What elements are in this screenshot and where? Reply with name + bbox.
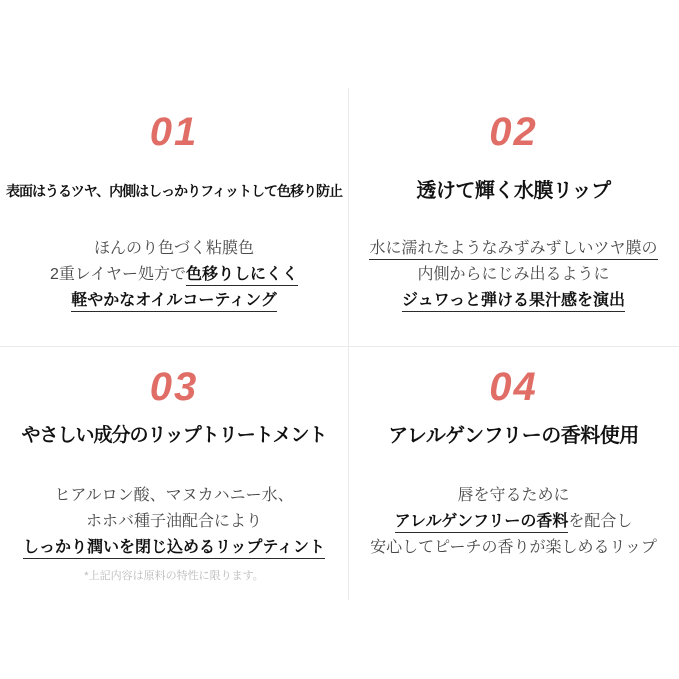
section-body-04 xyxy=(370,483,657,561)
body-text: ほんのり色づく粘膜色 xyxy=(93,240,254,257)
section-number-04: 04 xyxy=(489,365,538,409)
body-line xyxy=(50,262,298,288)
body-line xyxy=(23,483,325,509)
body-line xyxy=(369,288,657,314)
body-text-emphasis: しっかり潤いを閉じ込めるリップティント xyxy=(23,539,325,559)
section-heading-01: 表面はうるツヤ、内側はしっかりフィットして色移り防止 xyxy=(5,183,343,199)
section-heading-04: アレルゲンフリーの香料使用 xyxy=(388,425,639,447)
body-text-underlined: 水に濡れたようなみずみずしいツヤ膜の xyxy=(369,240,657,260)
section-heading-02: 透けて輝く水膜リップ xyxy=(416,180,611,202)
body-line xyxy=(23,509,325,535)
body-text: 唇を守るために xyxy=(457,487,570,504)
horizontal-divider xyxy=(0,346,679,347)
body-line xyxy=(369,236,657,262)
section-body-03 xyxy=(23,483,325,561)
feature-section-03 xyxy=(0,347,348,679)
footnote: *上記内容は原料の特性に限ります。 xyxy=(84,570,264,582)
section-number-01: 01 xyxy=(149,110,199,154)
body-text-emphasis: アレルゲンフリーの香料 xyxy=(395,513,569,533)
section-number-03: 03 xyxy=(149,365,199,409)
body-line xyxy=(370,535,657,561)
feature-section-02 xyxy=(348,0,679,347)
body-text-emphasis: 色移りしにくく xyxy=(186,266,298,286)
body-line xyxy=(50,236,298,262)
body-text-emphasis: 軽やかなオイルコーティング xyxy=(71,292,277,312)
feature-section-04 xyxy=(348,347,679,679)
body-text: ホホバ種子油配合により xyxy=(85,513,262,530)
section-heading-03: やさしい成分のリップトリートメント xyxy=(21,425,327,446)
body-line xyxy=(23,535,325,561)
body-text: ヒアルロン酸、マヌカハニー水、 xyxy=(54,487,294,504)
section-body-01 xyxy=(50,236,298,314)
body-line xyxy=(369,262,657,288)
section-number-02: 02 xyxy=(489,110,538,154)
body-line xyxy=(370,483,657,509)
body-text: 内側からにじみ出るように xyxy=(417,266,610,283)
body-line xyxy=(370,509,657,535)
body-line xyxy=(50,288,298,314)
body-text: 安心してピーチの香りが楽しめるリップ xyxy=(370,539,657,556)
feature-section-01 xyxy=(0,0,348,347)
body-text: 2重レイヤー処方で xyxy=(49,266,187,283)
body-text: を配合し xyxy=(568,513,633,530)
section-body-02 xyxy=(369,236,657,314)
body-text-emphasis: ジュワっと弾ける果汁感を演出 xyxy=(402,292,625,312)
vertical-divider xyxy=(348,88,349,600)
